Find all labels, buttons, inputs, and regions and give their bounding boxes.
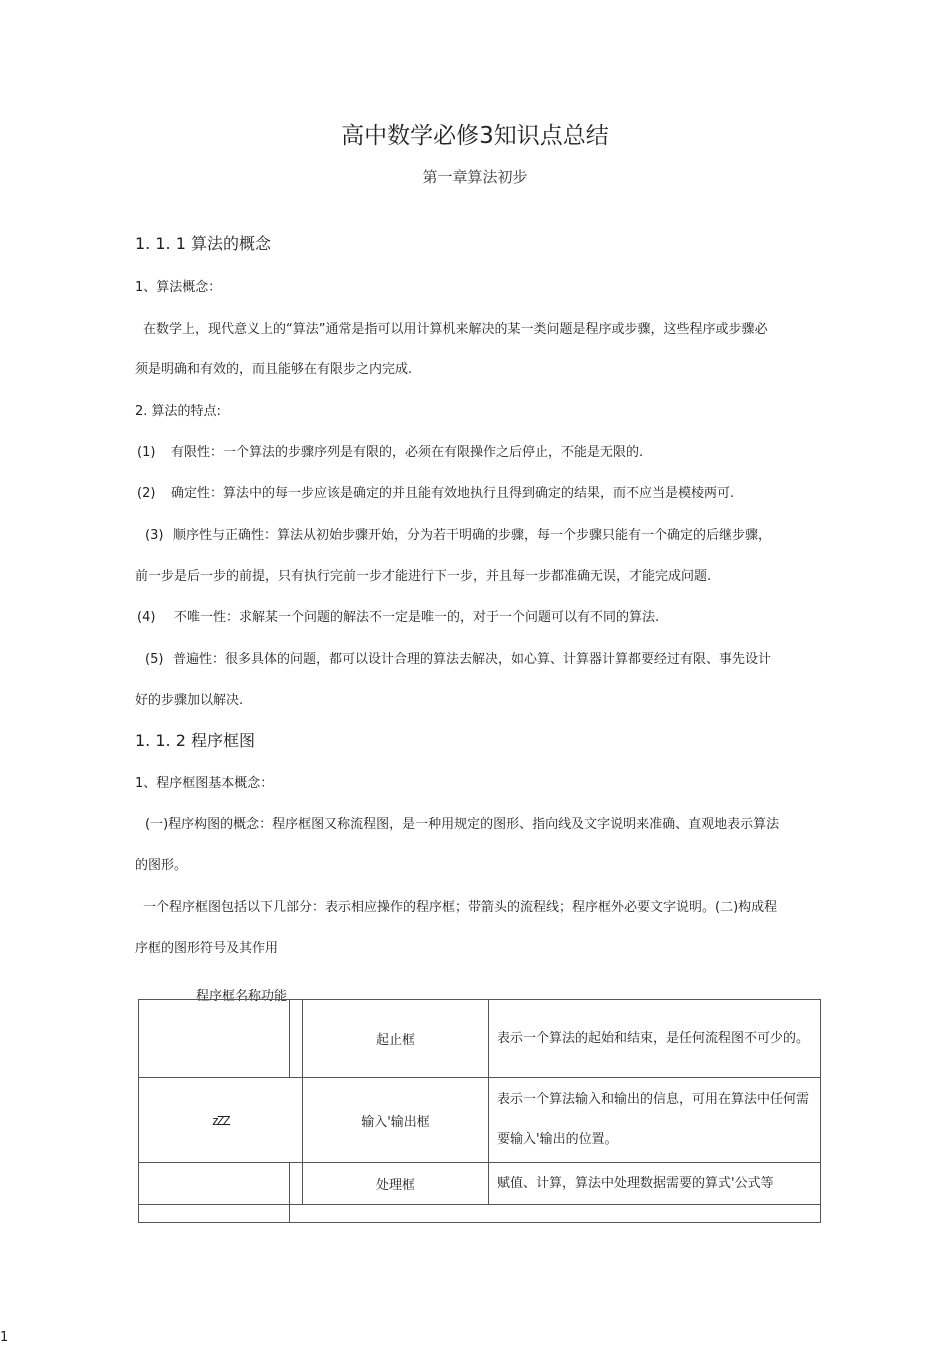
divider-cell (290, 1163, 303, 1205)
frame-function-cell: 表示一个算法的起始和结束，是任何流程图不可少的。 (489, 1000, 821, 1078)
table-header-label: 程序框名称功能 (196, 989, 288, 1004)
symbol-cell (139, 1163, 290, 1205)
algorithm-concept-line-1: 在数学上，现代意义上的“算法”通常是指可以用计算机来解决的某一类问题是程序或步骤，这些程序或步骤必 (143, 322, 768, 337)
feature-text: 普遍性：很多具体的问题，都可以设计合理的算法去解决，如心算、计算器计算都要经过有限、事先设计 (173, 652, 772, 667)
divider-cell (290, 1000, 303, 1078)
section-heading-1-1-2: 1. 1. 2 程序框图 (135, 731, 255, 750)
feature-item (137, 441, 643, 460)
feature-item (137, 606, 659, 625)
flowchart-symbol-table (138, 999, 821, 1223)
feature-text: 确定性：算法中的每一步应该是确定的并且能有效地执行且得到确定的结果，而不应当是模棱两可. (171, 486, 735, 501)
table-row (139, 1163, 821, 1205)
feature-item (137, 482, 734, 501)
feature-number: (2) (137, 486, 156, 501)
feature-item (145, 648, 771, 667)
table-row (139, 1000, 821, 1078)
empty-cell (139, 1205, 290, 1223)
algorithm-concept-label: 1、算法概念： (135, 280, 222, 295)
flowchart-parts-line-2: 序框的图形符号及其作用 (135, 941, 279, 956)
feature-continuation: 前一步是后一步的前提，只有执行完前一步才能进行下一步，并且每一步都准确无误，才能完成问题. (135, 569, 712, 584)
feature-item (145, 524, 771, 543)
algorithm-features-label: 2. 算法的特点: (135, 404, 221, 419)
frame-function-cell: 赋值、计算，算法中处理数据需要的算式'公式等 (489, 1163, 821, 1205)
table-row (139, 1205, 821, 1223)
frame-function-cell: 表示一个算法输入和输出的信息，可用在算法中任何需要输入'输出的位置。 (489, 1078, 821, 1163)
feature-text: 不唯一性：求解某一个问题的解法不一定是唯一的，对于一个问题可以有不同的算法. (174, 610, 660, 625)
algorithm-concept-line-2: 须是明确和有效的，而且能够在有限步之内完成. (135, 362, 413, 377)
feature-number: (5) (145, 652, 164, 667)
table-row (139, 1078, 821, 1163)
frame-name-cell: 输入'输出框 (303, 1078, 489, 1163)
page-title: 高中数学必修3知识点总结 (341, 123, 609, 149)
flowchart-parts-line-1: 一个程序框图包括以下几部分：表示相应操作的程序框；带箭头的流程线；程序框外必要文字说明。(二)构成程 (143, 900, 778, 915)
feature-number: (3) (145, 528, 164, 543)
symbol-cell (139, 1000, 290, 1078)
flowchart-concept-line-1: (一)程序构图的概念：程序框图又称流程图，是一种用规定的图形、指向线及文字说明来准确、直观地表示算法 (145, 817, 780, 832)
flowchart-concept-line-2: 的图形。 (135, 858, 188, 873)
empty-cell (290, 1205, 821, 1223)
feature-number: (4) (137, 610, 156, 625)
symbol-image-cell: zZZ (139, 1078, 303, 1163)
flowchart-concept-label: 1、程序框图基本概念： (135, 776, 274, 791)
feature-text: 有限性：一个算法的步骤序列是有限的，必须在有限操作之后停止，不能是无限的. (171, 445, 644, 460)
frame-name-cell: 处理框 (303, 1163, 489, 1205)
frame-name-cell: 起止框 (303, 1000, 489, 1078)
section-heading-1-1-1: 1. 1. 1 算法的概念 (135, 234, 271, 253)
feature-number: (1) (137, 445, 156, 460)
feature-continuation: 好的步骤加以解决. (135, 693, 244, 708)
chapter-title: 第一章算法初步 (422, 168, 528, 186)
feature-text: 顺序性与正确性：算法从初始步骤开始，分为若干明确的步骤，每一个步骤只能有一个确定的后继步骤， (173, 528, 772, 543)
page-number: 1 (0, 1330, 9, 1345)
